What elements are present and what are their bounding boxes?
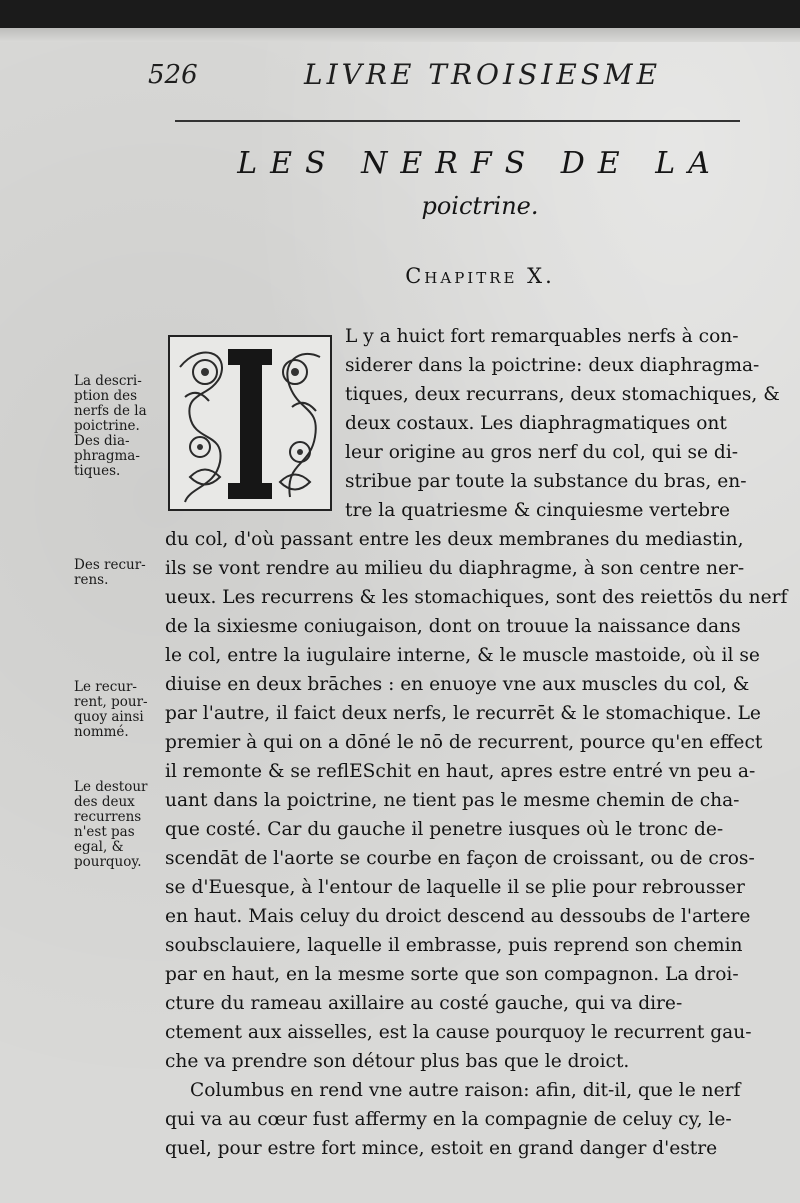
chapter-title-line2: poictrine.: [421, 192, 539, 220]
margin-note-line: Des recur-: [74, 557, 146, 573]
text-line: Columbus en rend vne autre raison: afin, dit-il, que le nerf: [190, 1080, 741, 1101]
margin-note-line: phragma-: [74, 448, 140, 464]
text-line: diuise en deux brāches : en enuoye vne aux muscles du col, &: [165, 674, 750, 695]
margin-note-line: des deux: [74, 794, 135, 810]
text-line: L y a huict fort remarquables nerfs à con-: [345, 326, 739, 347]
page-edge-shadow: [0, 28, 800, 42]
margin-note: [74, 780, 164, 870]
text-line: soubsclauiere, laquelle il embrasse, puis reprend son chemin: [165, 935, 743, 956]
text-line: il remonte & se reflESchit en haut, apres estre entré vn peu a-: [165, 761, 756, 782]
text-line: uant dans la poictrine, ne tient pas le mesme chemin de cha-: [165, 790, 740, 811]
text-line: cture du rameau axillaire au costé gauche, qui va dire-: [165, 993, 683, 1014]
text-line: che va prendre son détour plus bas que le droict.: [165, 1051, 630, 1072]
margin-note-line: La descri-: [74, 373, 142, 389]
text-line: se d'Euesque, à l'entour de laquelle il se plie pour rebrousser: [165, 877, 745, 898]
page-header: [0, 54, 800, 94]
text-line: premier à qui on a dōné le nō de recurrent, pource qu'en effect: [165, 732, 763, 753]
text-line: tiques, deux recurrans, deux stomachiques, &: [345, 384, 780, 405]
text-line: tre la quatriesme & cinquiesme vertebre: [345, 500, 730, 521]
margin-note-line: recurrens: [74, 809, 142, 825]
text-line: qui va au cœur fust affermy en la compagnie de celuy cy, le-: [165, 1109, 732, 1130]
text-line: siderer dans la poictrine: deux diaphragma-: [345, 355, 760, 376]
margin-note-line: poictrine.: [74, 418, 140, 434]
margin-note: [74, 680, 164, 740]
chapter-number: Chapitre X.: [405, 264, 555, 288]
margin-note-line: ption des: [74, 388, 138, 404]
margin-note-line: nommé.: [74, 724, 129, 740]
text-line: du col, d'où passant entre les deux membranes du mediastin,: [165, 529, 744, 550]
text-line: en haut. Mais celuy du droict descend au dessoubs de l'artere: [165, 906, 751, 927]
text-line: quel, pour estre fort mince, estoit en grand danger d'estre: [165, 1138, 718, 1159]
margin-note-line: Le recur-: [74, 679, 137, 695]
header-rule: [175, 120, 740, 122]
text-line: le col, entre la iugulaire interne, & le muscle mastoide, où il se: [165, 645, 760, 666]
margin-note-line: n'est pas: [74, 824, 135, 840]
margin-note-line: tiques.: [74, 463, 121, 479]
text-line: leur origine au gros nerf du col, qui se di-: [345, 442, 739, 463]
margin-note-line: nerfs de la: [74, 403, 147, 419]
margin-note-line: Des dia-: [74, 433, 130, 449]
text-line: de la sixiesme coniugaison, dont on trouue la naissance dans: [165, 616, 741, 637]
margin-note-line: quoy ainsi: [74, 709, 144, 725]
margin-note-line: rent, pour-: [74, 694, 148, 710]
text-line: par l'autre, il faict deux nerfs, le recurrēt & le stomachique. Le: [165, 703, 761, 724]
text-line: que costé. Car du gauche il penetre iusques où le tronc de-: [165, 819, 724, 840]
text-line: ctement aux aisselles, est la cause pourquoy le recurrent gau-: [165, 1022, 752, 1043]
text-line: ils se vont rendre au milieu du diaphragme, à son centre ner-: [165, 558, 745, 579]
text-line: deux costaux. Les diaphragmatiques ont: [345, 413, 727, 434]
margin-note-line: rens.: [74, 572, 109, 588]
page-number: 526: [148, 60, 198, 90]
margin-note: [74, 374, 164, 479]
ornamental-drop-cap: [168, 335, 332, 511]
margin-note-line: pourquoy.: [74, 854, 142, 870]
margin-note: [74, 558, 164, 588]
running-head: LIVRE TROISIESME: [304, 58, 662, 91]
text-line: stribue par toute la substance du bras, en-: [345, 471, 747, 492]
text-line: ueux. Les recurrens & les stomachiques, sont des reiettōs du nerf: [165, 587, 788, 608]
drop-cap-ornament-icon: [170, 337, 330, 509]
chapter-title: LES NERFS DE LA: [237, 146, 723, 181]
text-line: par en haut, en la mesme sorte que son compagnon. La droi-: [165, 964, 739, 985]
margin-note-line: egal, &: [74, 839, 124, 855]
text-line: scendāt de l'aorte se courbe en façon de croissant, ou de cros-: [165, 848, 755, 869]
margin-note-line: Le destour: [74, 779, 148, 795]
